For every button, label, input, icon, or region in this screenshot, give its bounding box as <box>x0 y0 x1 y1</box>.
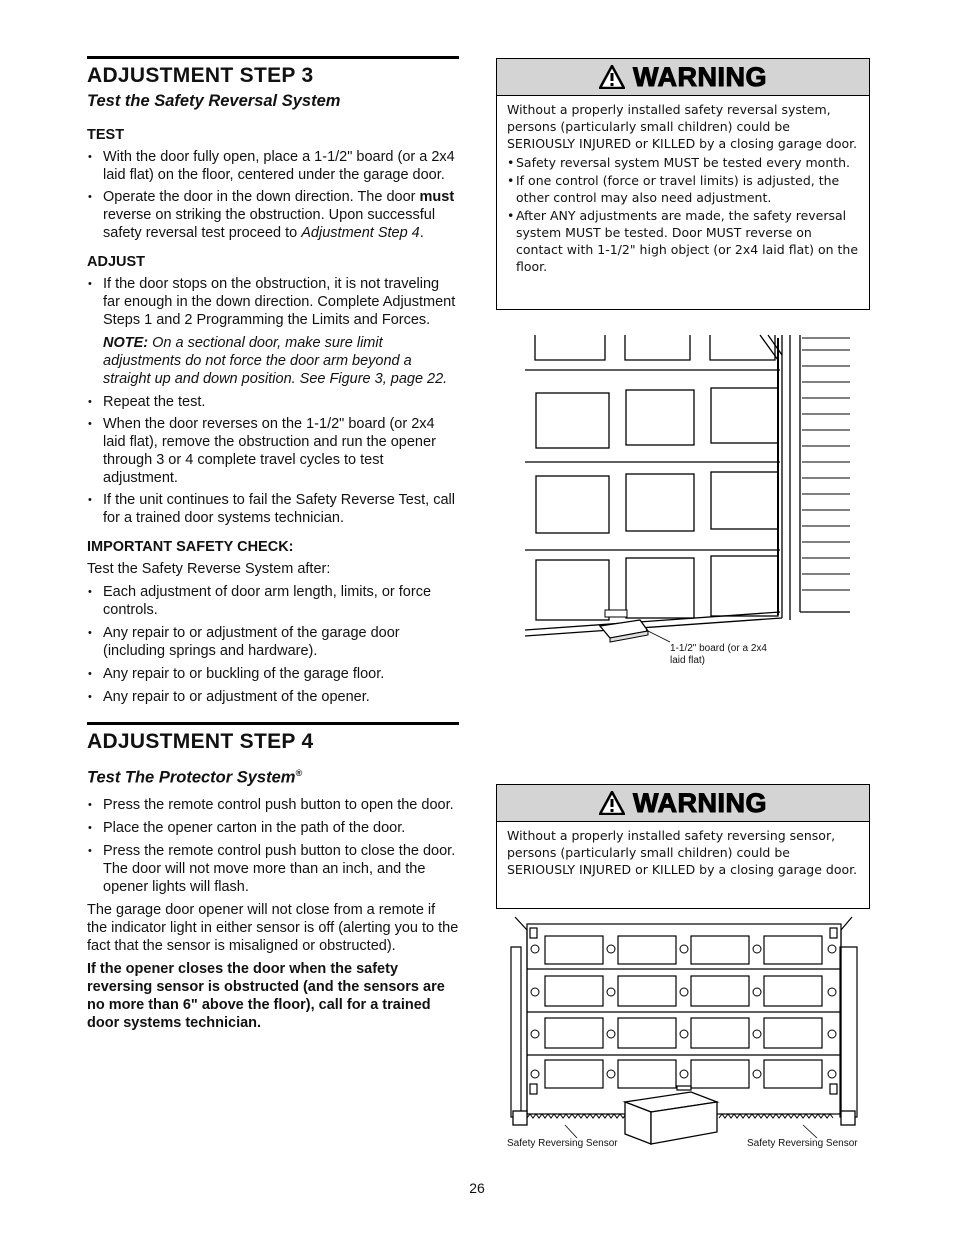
sensor-left-label: Safety Reversing Sensor <box>507 1138 618 1149</box>
adjust-list-2 <box>87 393 459 527</box>
adjust-label: ADJUST <box>87 254 146 270</box>
warning-triangle-icon <box>599 65 625 89</box>
warning-header <box>497 785 869 822</box>
board-caption: 1-1/2" board (or a 2x4 laid flat) <box>670 643 767 666</box>
garage-door-carton-figure <box>505 912 870 1152</box>
list-item: • Place the opener carton in the path of the door. <box>87 819 459 837</box>
warning-intro: Without a properly installed safety reversal system, persons (particularly small children) could be SERIOUSLY INJURED or KILLED by a closing garage door. <box>507 102 858 151</box>
safety-list <box>87 583 459 706</box>
beam-left <box>527 1114 629 1118</box>
warning-title: WARNING <box>633 787 767 818</box>
list-item: • Press the remote control push button to close the door. The door will not move more than an inch, and the opener lights will flash. <box>87 842 459 896</box>
list-item: • Operate the door in the down direction. The door must reverse on striking the obstruction. Upon successful safety reversal test proceed to Adjustment Step 4. <box>87 188 459 242</box>
list-item: • Any repair to or adjustment of the garage door (including springs and hardware). <box>87 624 459 660</box>
list-item: • When the door reverses on the 1-1/2" board (or 2x4 laid flat), remove the obstruction and run the opener through 3 or 4 complete travel cycles to test adjustment. <box>87 415 459 487</box>
step4-title: ADJUSTMENT STEP 4 <box>87 730 314 753</box>
list-item: • With the door fully open, place a 1-1/2" board (or a 2x4 laid flat) on the floor, centered under the garage door. <box>87 148 459 184</box>
step4-para1: The garage door opener will not close from a remote if the indicator light in either sensor is off (alerting you to the fact that the sensor is misaligned or obstructed). <box>87 901 459 954</box>
note: NOTE: On a sectional door, make sure limit adjustments do not force the door arm beyond a straight up and down position. See Figure 3, page 22. <box>103 335 448 387</box>
list-item: • Repeat the test. <box>87 393 459 411</box>
list-item: • If the door stops on the obstruction, it is not traveling far enough in the down direction. Complete Adjustment Steps 1 and 2 Programming the Limits and Forces. <box>87 275 459 329</box>
list-item: • Each adjustment of door arm length, limits, or force controls. <box>87 583 459 619</box>
step3-header <box>87 56 459 111</box>
list-item: • Any repair to or adjustment of the opener. <box>87 688 459 706</box>
board-shape <box>600 620 648 642</box>
step4-header <box>87 722 459 788</box>
carton-shape <box>625 1092 717 1144</box>
list-item: • If the unit continues to fail the Safety Reverse Test, call for a trained door systems technician. <box>87 491 459 527</box>
sensor-left <box>513 1111 527 1125</box>
warning-box-1 <box>496 58 870 310</box>
step3-subtitle: Test the Safety Reversal System <box>87 92 341 110</box>
note-label: NOTE: <box>103 335 149 351</box>
test-list <box>87 148 459 242</box>
test-label: TEST <box>87 127 125 143</box>
safety-intro: Test the Safety Reverse System after: <box>87 561 331 577</box>
left-column <box>87 56 459 1032</box>
sensor-right <box>841 1111 855 1125</box>
list-item: • After ANY adjustments are made, the safety reversal system MUST be tested. Door MUST reverse on contact with 1-1/2" high object (or 2x4 laid flat) on the floor. <box>507 207 859 275</box>
warning-header <box>497 59 869 96</box>
list-item: • Press the remote control push button to open the door. <box>87 796 459 814</box>
list-item: • Safety reversal system MUST be tested every month. <box>507 154 859 171</box>
warning-body <box>497 822 869 888</box>
adjust-list <box>87 275 459 329</box>
warning-body <box>497 96 869 285</box>
warning-box-2 <box>496 784 870 909</box>
list-item: • Any repair to or buckling of the garage floor. <box>87 665 459 683</box>
garage-door-board-figure <box>520 330 855 650</box>
step4-para2: If the opener closes the door when the safety reversing sensor is obstructed (and the sensors are no more than 6" above the floor), call for a trained door systems technician. <box>87 960 445 1031</box>
warning-list <box>507 154 859 275</box>
warning-title: WARNING <box>633 61 767 92</box>
warning-intro: Without a properly installed safety reversing sensor, persons (particularly small children) could be SERIOUSLY INJURED or KILLED by a closing garage door. <box>507 828 858 877</box>
sensor-right-label: Safety Reversing Sensor <box>747 1138 858 1149</box>
step3-title: ADJUSTMENT STEP 3 <box>87 64 314 87</box>
step4-subtitle: Test The Protector System® <box>87 768 303 787</box>
page-number: 26 <box>469 1180 485 1196</box>
step4-list <box>87 796 459 896</box>
list-item: • If one control (force or travel limits) is adjusted, the other control may also need adjustment. <box>507 172 859 206</box>
safety-check-label: IMPORTANT SAFETY CHECK: <box>87 539 294 555</box>
warning-triangle-icon <box>599 791 625 815</box>
